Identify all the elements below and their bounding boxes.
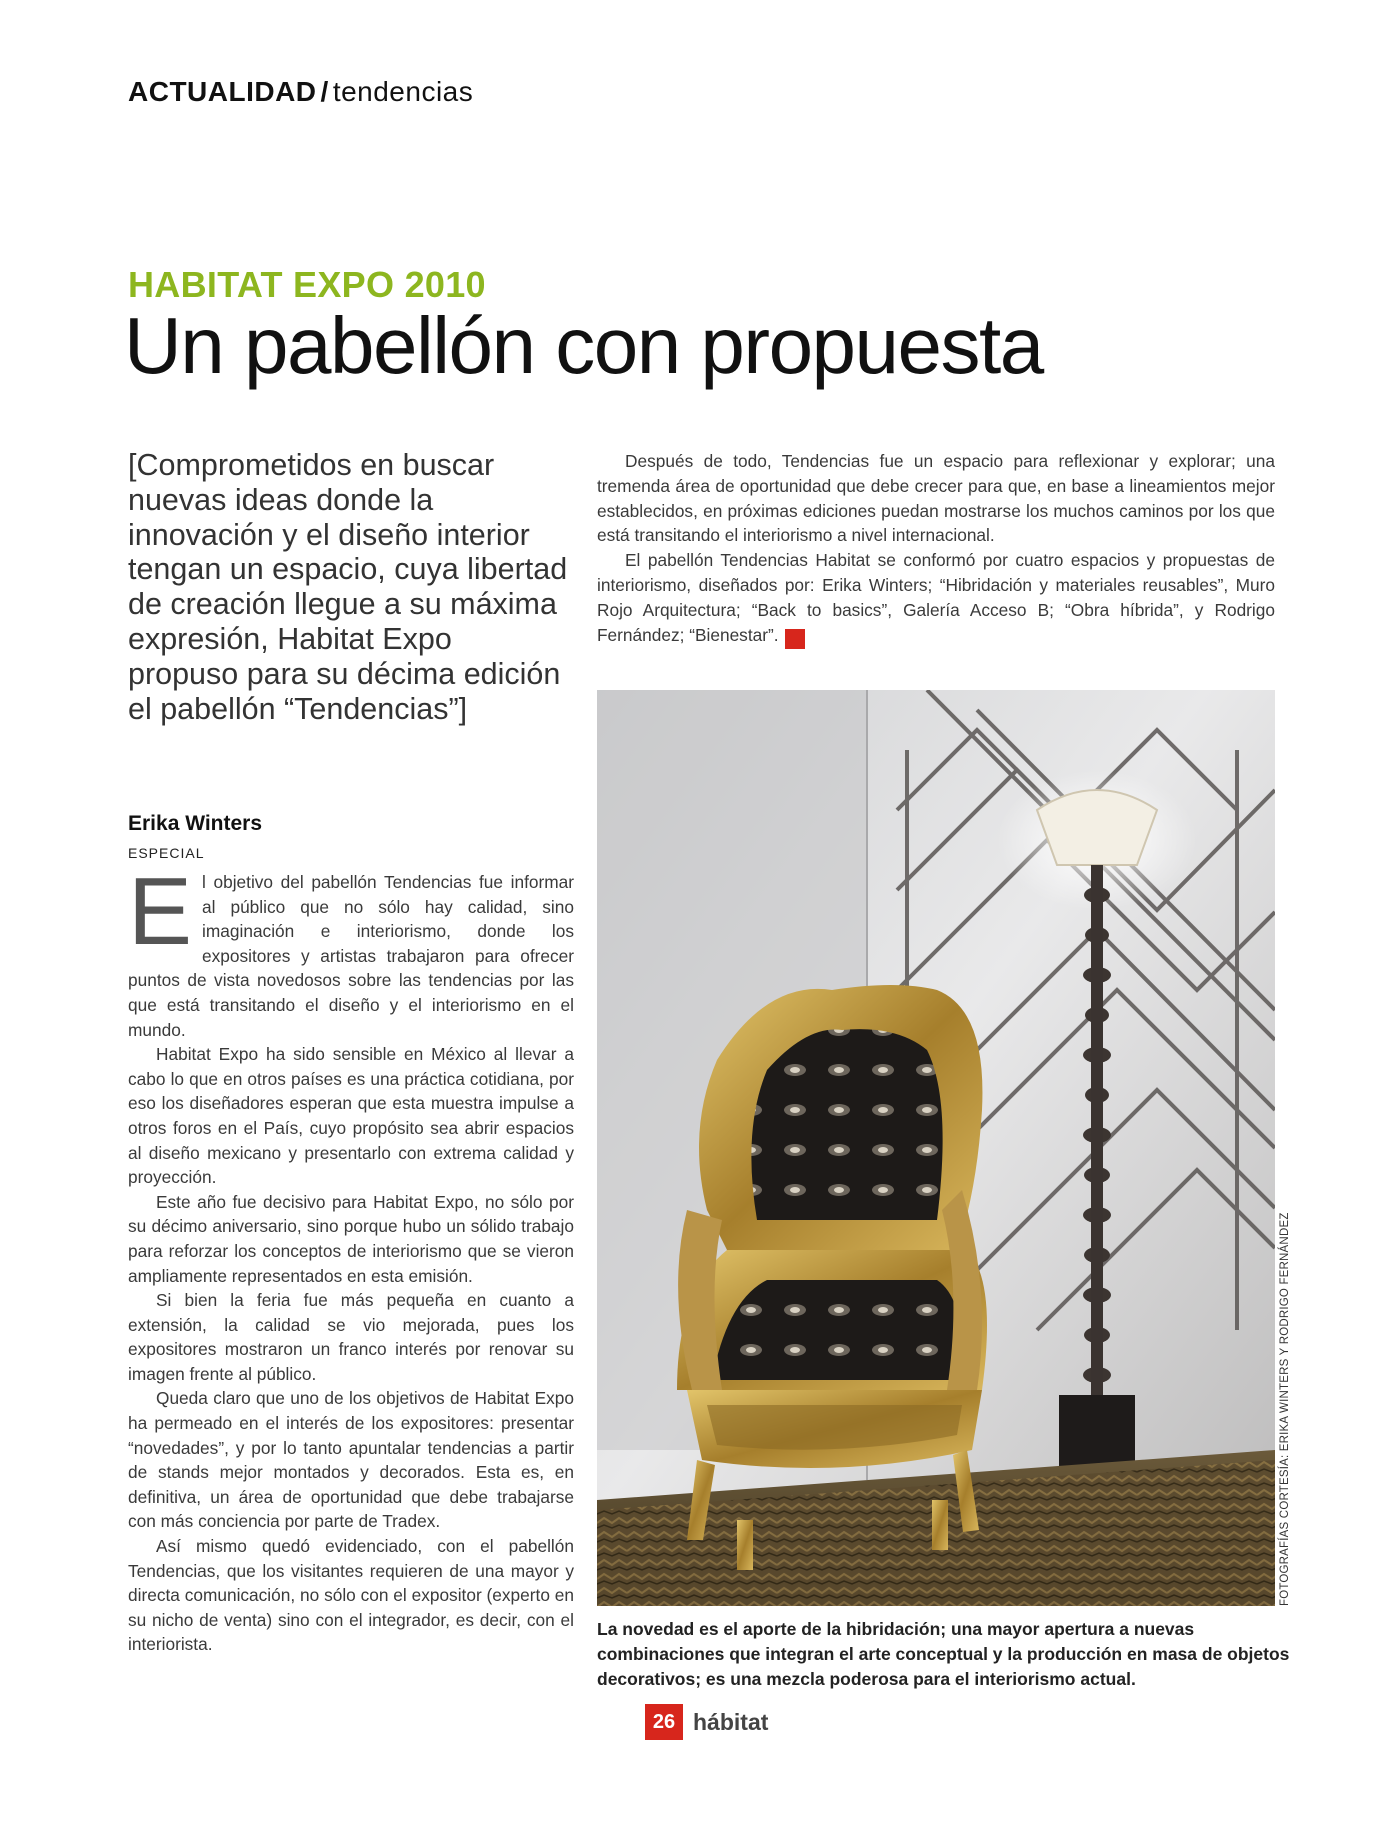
section-header: [128, 76, 473, 108]
body-column-right: [597, 449, 1275, 649]
article-photo: [597, 690, 1275, 1606]
body-paragraph: Si bien la feria fue más pequeña en cuanto a extensión, la calidad se vio mejorada, pues los expositores mostraron un franco interés por renovar su imagen frente al público.: [128, 1290, 574, 1384]
article-kicker: HABITAT EXPO 2010: [128, 264, 486, 305]
author-role: ESPECIAL: [128, 845, 205, 861]
body-column-left: [128, 858, 574, 1657]
body-paragraph-text: El pabellón Tendencias Habitat se conformó por cuatro espacios y propuestas de interiorismo, diseñados por: Erika Winters; “Hibridación y materiales reusables”, Muro Rojo Arquitectura; “Back to basics”, Galería Acceso B; “Obra híbrida”, y Rodrigo Fernández; “Bienestar”.: [597, 550, 1275, 645]
section-separator: /: [320, 76, 329, 107]
body-paragraph: Este año fue decisivo para Habitat Expo, no sólo por su décimo aniversario, sino porque hubo un sólido trabajo para reforzar los conceptos de interiorismo que se vieron ampliamente representados en esta emisión.: [128, 1191, 574, 1286]
article-deck: [128, 448, 568, 726]
article-headline: Un pabellón con propuesta: [124, 301, 1043, 390]
subsection-label: tendencias: [332, 76, 474, 107]
deck-text: [Comprometidos en buscar nuevas ideas donde la innovación y el diseño interior tengan un espacio, cuya libertad de creación llegue a su máxima expresión, Habitat Expo propuso para su décima edición el pabellón “Tendencias”]: [128, 448, 568, 726]
body-paragraph: Habitat Expo ha sido sensible en México al llevar a cabo lo que en otros países es una práctica cotidiana, por eso los diseñadores esperan que esta muestra impulse a otros foros en el País, cuyo propósito sea abrir espacios al diseño mexicano y presentarlo con extrema calidad y proyección.: [128, 1044, 574, 1188]
body-paragraph: Así mismo quedó evidenciado, con el pabellón Tendencias, que los visitantes requieren de una mayor y directa comunicación, no sólo con el expositor (experto en su nicho de venta) sino con el integrador, es decir, con el interiorista.: [128, 1536, 574, 1655]
page-footer: [645, 1704, 768, 1740]
author-name: Erika Winters: [128, 812, 263, 835]
photo-credit: FOTOGRAFÍAS CORTESÍA: ERIKA WINTERS Y RODRIGO FERNÁNDEZ: [1279, 1212, 1291, 1606]
habitat-logo-icon: h: [785, 629, 805, 649]
magazine-name: hábitat: [693, 1708, 769, 1735]
body-paragraph: [597, 548, 1275, 648]
photo-caption: La novedad es el aporte de la hibridación; una mayor apertura a nuevas combinaciones que integran el arte conceptual y la producción en masa de objetos decorativos; es una mezcla poderosa para el interiorismo actual.: [597, 1619, 1290, 1689]
body-paragraph: Después de todo, Tendencias fue un espacio para reflexionar y explorar; una tremenda área de oportunidad que debe crecer para que, en base a lineamientos mejor establecidos, en próximas ediciones puedan mostrarse los muchos caminos por los que está transitando el interiorismo a nivel internacional.: [597, 451, 1275, 546]
drop-cap: E: [128, 858, 193, 965]
page-number: 26: [645, 1704, 683, 1740]
body-paragraph: Queda claro que uno de los objetivos de Habitat Expo ha permeado en el interés de los expositores: presentar “novedades”, y por lo tanto apuntalar tendencias a partir de stands mejor montados y decorados. Esta es, en definitiva, un área de oportunidad que debe trabajarse con más conciencia por parte de Tradex.: [128, 1388, 574, 1532]
body-paragraph: [128, 858, 574, 1042]
body-paragraph-text: l objetivo del pabellón Tendencias fue informar al público que no sólo hay calidad, sino imaginación e interiorismo, donde los expositores y artistas trabajaron para ofrecer puntos de vista novedosos sobre las tendencias por las que está transitando el diseño y el interiorismo en el mundo.: [128, 872, 574, 1040]
section-label: ACTUALIDAD: [128, 76, 317, 107]
